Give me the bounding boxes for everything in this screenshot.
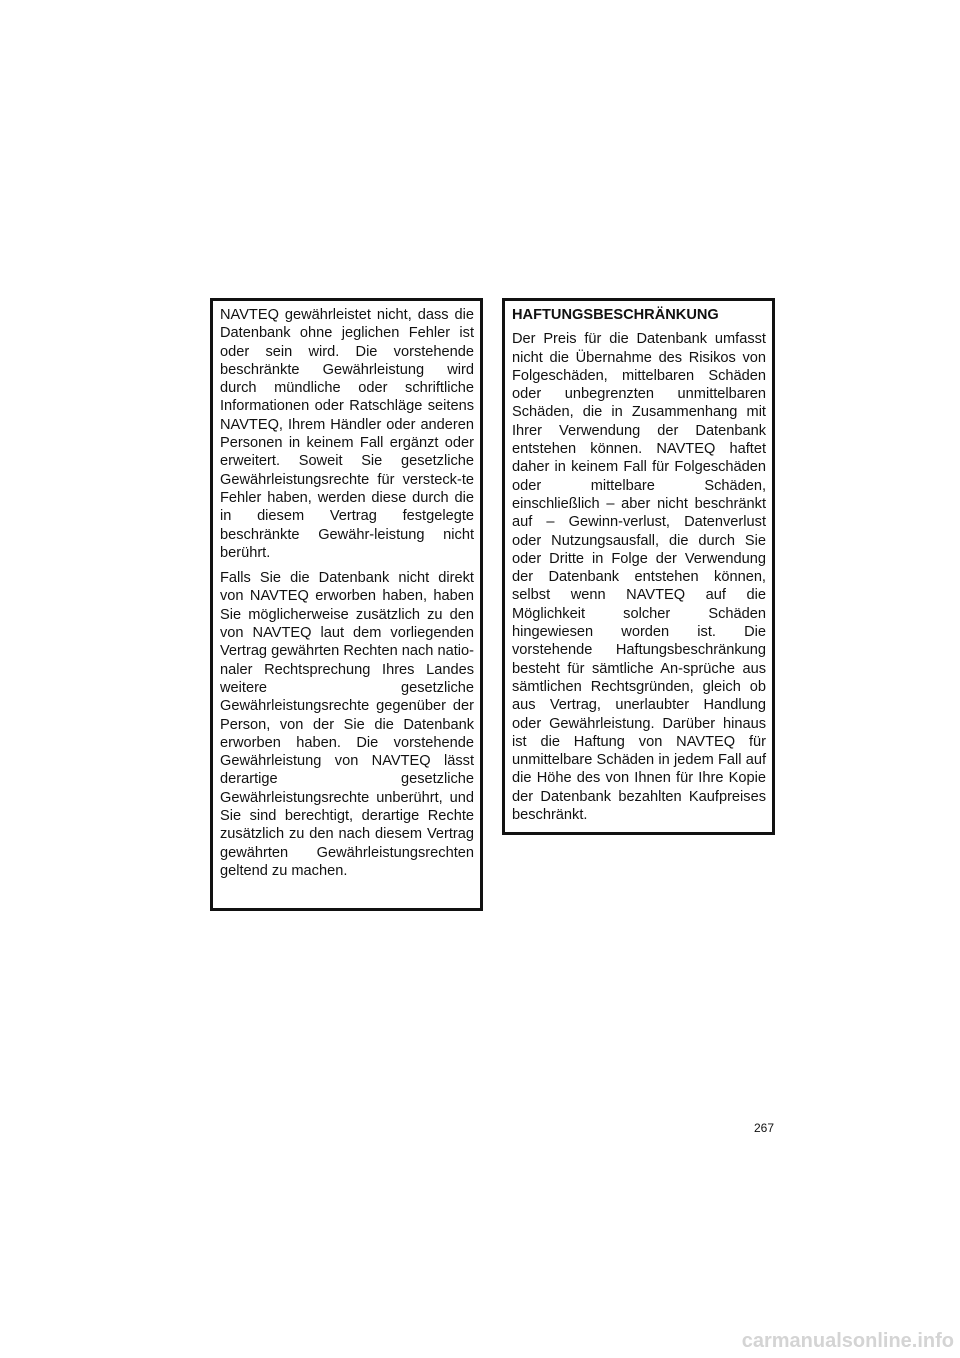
watermark-text: carmanualsonline.info [741, 1330, 954, 1352]
page-number: 267 [753, 1121, 774, 1135]
liability-paragraph: Der Preis für die Datenbank umfasst nicht die Übernahme des Risikos von Folgeschäden, mittelbaren Schäden oder unbegrenzten unmittelbaren Schäden, die in Zusammenhang mit Ihrer Verwendung der Datenbank entstehen können. NAVTEQ haftet daher in keinem Fall für Folgeschäden oder mittelbare Schäden, einschließlich – aber nicht beschränkt auf – Gewinn-verlust, Datenverlust oder Nutzungsausfall, die durch Sie oder Dritte in Folge der Verwendung der Datenbank entstehen können, selbst wenn NAVTEQ auf die Möglichkeit solcher Schäden hingewiesen worden ist. Die vorstehende Haftungsbeschränkung besteht für sämtliche An-sprüche aus sämtlichen Rechtsgründen, gleich ob aus Vertrag, unerlaubter Handlung oder Gewährleistung. Darüber hinaus ist die Haftung von NAVTEQ für unmittelbare Schäden in jedem Fall auf die Höhe des von Ihnen für Ihre Kopie der Datenbank bezahlten Kaufpreises beschränkt. [512, 331, 766, 824]
warranty-paragraph-2: Falls Sie die Datenbank nicht direkt von NAVTEQ erworben haben, haben Sie möglicherweise zusätzlich zu den von NAVTEQ laut dem vorliegenden Vertrag gewährten Rechten nach natio-naler Rechtsprechung Ihres Landes weitere gesetzliche Gewährleistungsrechte gegenüber der Person, von der Sie die Datenbank erworben haben. Die vorstehende Gewährleistung von NAVTEQ lässt derartige gesetzliche Gewährleistungsrechte unberührt, und Sie sind berechtigt, derartige Rechte zusätzlich zu den nach diesem Vertrag gewährten Gewährleistungsrechten geltend zu machen. [220, 570, 474, 879]
warranty-paragraph-1: NAVTEQ gewährleistet nicht, dass die Datenbank ohne jeglichen Fehler ist oder sein wird. Die vorstehende beschränkte Gewährleistung wird durch mündliche oder schriftliche Informationen oder Ratschläge seitens NAVTEQ, Ihrem Händler oder anderen Personen in keinem Fall ergänzt oder erweitert. Soweit Sie gesetzliche Gewährleistungsrechte für versteck-te Fehler haben, werden diese durch die in diesem Vertrag festgelegte beschränkte Gewähr-leistung nicht berührt. [220, 307, 474, 561]
warranty-text-box [210, 298, 483, 911]
liability-heading: HAFTUNGSBESCHRÄNKUNG [512, 307, 719, 323]
liability-text-box [502, 298, 775, 835]
